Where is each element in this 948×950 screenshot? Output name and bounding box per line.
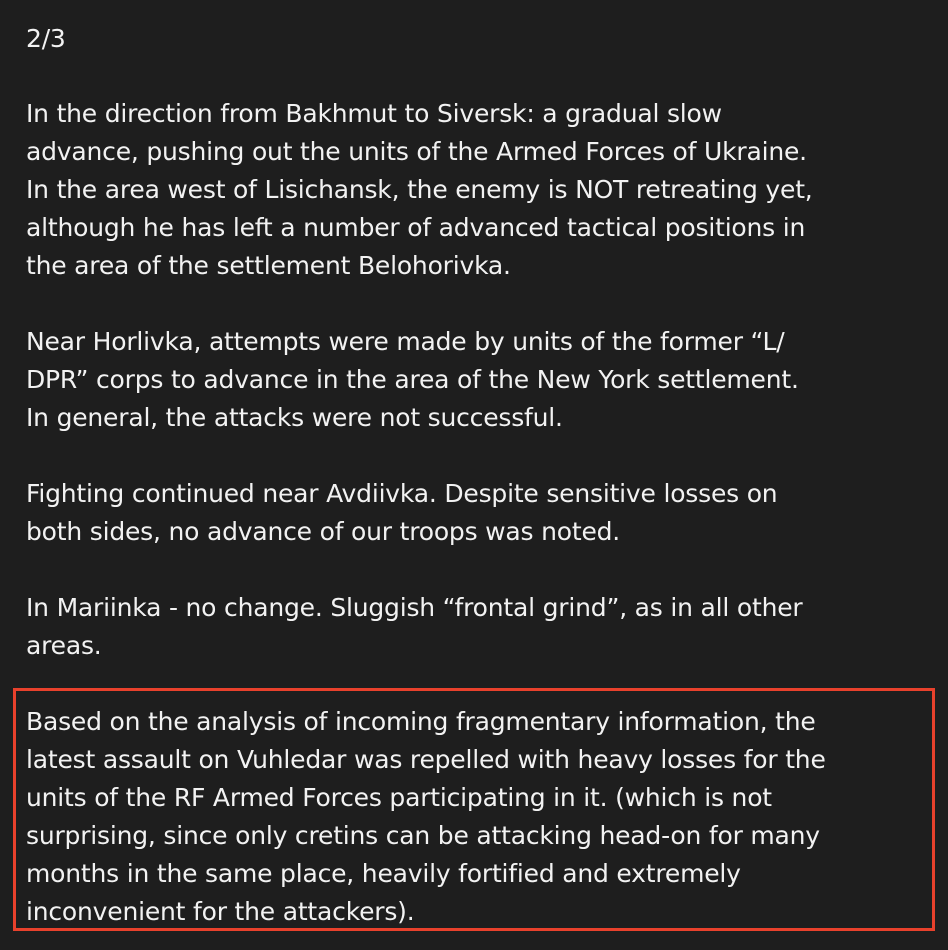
paragraph-avdiivka: Fighting continued near Avdiivka. Despite sensitive losses on both sides, no advance of our troops was noted. bbox=[26, 479, 778, 546]
paragraph-mariinka: In Mariinka - no change. Sluggish “frontal grind”, as in all other areas. bbox=[26, 593, 803, 660]
paragraph-bakhmut-siversk: In the direction from Bakhmut to Siversk: a gradual slow advance, pushing out the units of the Armed Forces of Ukraine. In the area west of Lisichansk, the enemy is NOT retreating yet, although he has left a number of advanced tactical positions in the area of the settlement Belohorivka. bbox=[26, 99, 813, 280]
paragraph-vuhledar-highlighted: Based on the analysis of incoming fragmentary information, the latest assault on Vuhledar was repelled with heavy losses for the units of the RF Armed Forces participating in it. (which is not surprising, since only cretins can be attacking head-on for many months in the same place, heavily fortified and extremely inconvenient for the attackers). bbox=[26, 707, 826, 926]
page-counter: 2/3 bbox=[26, 24, 66, 53]
paragraph-horlivka: Near Horlivka, attempts were made by units of the former “L/ DPR” corps to advance in the area of the New York settlement. In general, the attacks were not successful. bbox=[26, 327, 799, 432]
